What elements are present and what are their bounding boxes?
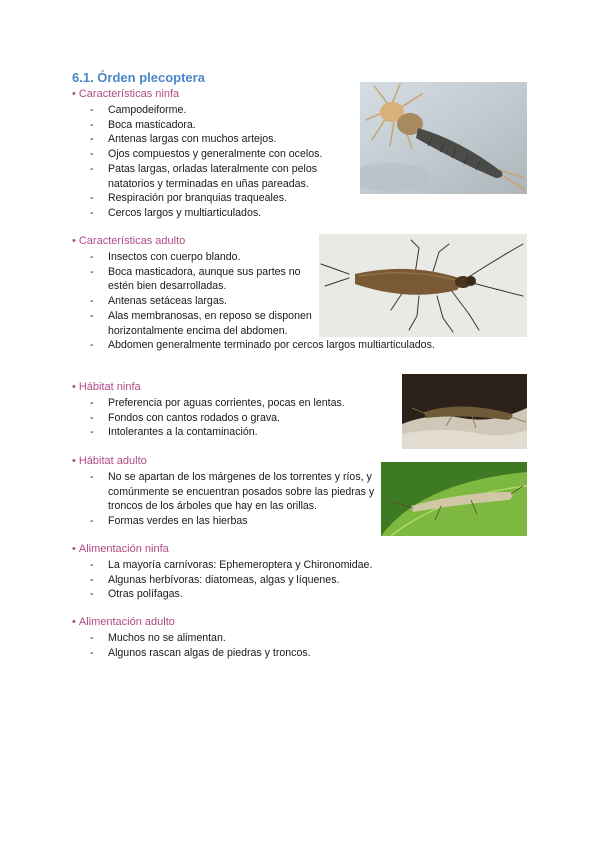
list-item: - Intolerantes a la contaminación.	[72, 425, 392, 440]
list-item: - Fondos con cantos rodados o grava.	[72, 411, 392, 426]
page-title: 6.1. Órden plecoptera	[72, 70, 205, 85]
item-list	[72, 396, 392, 440]
list-item: - Respiración por branquias traqueales.	[72, 191, 342, 206]
section-heading: • Características ninfa	[72, 88, 180, 100]
list-item: - Preferencia por aguas corrientes, pocas en lentas.	[72, 396, 392, 411]
list-item: - Campodeiforme.	[72, 103, 342, 118]
section-habitat-ninfa	[72, 380, 452, 440]
section-heading: • Hábitat ninfa	[72, 381, 141, 393]
list-item: - Boca masticadora.	[72, 118, 342, 133]
list-item: - Algunas herbívoras: diatomeas, algas y líquenes.	[72, 573, 452, 588]
list-item: - Abdomen generalmente terminado por cercos largos multiarticulados.	[72, 338, 502, 353]
list-item: - Antenas largas con muchos artejos.	[72, 132, 342, 147]
list-item: - Antenas setáceas largas.	[72, 294, 313, 309]
item-list	[72, 558, 452, 602]
list-item: - Algunos rascan algas de piedras y troncos.	[72, 646, 452, 661]
list-item: - Alas membranosas, en reposo se disponen horizontalmente encima del abdomen.	[72, 309, 313, 338]
list-item: - Formas verdes en las hierbas	[72, 514, 378, 529]
list-item: - Otras polífagas.	[72, 587, 452, 602]
list-item: - Insectos con cuerpo blando.	[72, 250, 313, 265]
item-list	[72, 103, 342, 221]
item-list	[72, 470, 378, 529]
nymph-photo	[360, 82, 527, 194]
item-list	[72, 631, 452, 660]
section-heading: • Alimentación ninfa	[72, 543, 169, 555]
list-item: - Boca masticadora, aunque sus partes no estén bien desarrolladas.	[72, 265, 313, 294]
section-heading: • Alimentación adulto	[72, 616, 175, 628]
section-heading: • Características adulto	[72, 235, 186, 247]
list-item: - Cercos largos y multiarticulados.	[72, 206, 342, 221]
list-item: - Ojos compuestos y generalmente con ocelos.	[72, 147, 342, 162]
list-item: - La mayoría carnívoras: Ephemeroptera y Chironomidae.	[72, 558, 452, 573]
list-item: - Muchos no se alimentan.	[72, 631, 452, 646]
section-heading: • Hábitat adulto	[72, 455, 147, 467]
section-alimentacion-adulto	[72, 615, 452, 660]
list-item: - No se apartan de los márgenes de los torrentes y ríos, y comúnmente se encuentran posados sobre las piedras y troncos de los árboles que hay en las orillas.	[72, 470, 378, 514]
adult-photo	[319, 234, 527, 337]
section-alimentacion-ninfa	[72, 542, 452, 602]
habitat-nymph-photo	[402, 374, 527, 449]
habitat-adult-photo	[381, 462, 527, 536]
list-item: - Patas largas, orladas lateralmente con pelos natatorios y terminadas en uñas pareadas.	[72, 162, 342, 191]
